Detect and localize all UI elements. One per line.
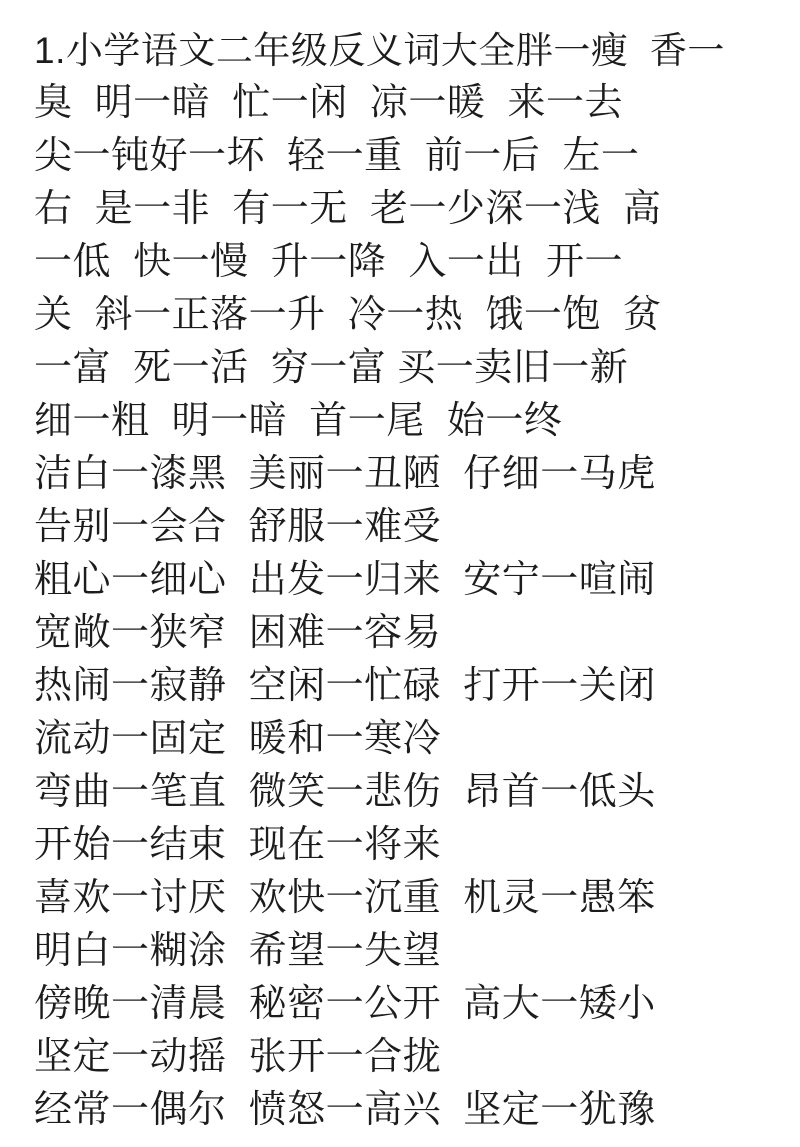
text-line: 喜欢一讨厌 欢快一沉重 机灵一愚笨 [34,877,656,919]
text-line: 傍晚一清晨 秘密一公开 高大一矮小 [34,983,656,1025]
text-line: 开始一结束 现在一将来 [34,824,442,866]
text-line: 一低 快一慢 升一降 入一出 开一 [34,241,623,283]
text-line: 流动一固定 暖和一寒冷 [34,718,442,760]
text-line: 尖一钝好一坏 轻一重 前一后 左一 [34,135,640,177]
text-line: 告别一会合 舒服一难受 [34,506,442,548]
text-line: 关 斜一正落一升 冷一热 饿一饱 贫 [34,294,662,336]
text-line: 经常一偶尔 愤怒一高兴 坚定一犹豫 [34,1089,656,1131]
text-line: 粗心一细心 出发一归来 安宁一喧闹 [34,559,656,601]
text-line: 宽敞一狭窄 困难一容易 [34,612,442,654]
text-line: 洁白一漆黑 美丽一丑陋 仔细一马虎 [34,453,656,495]
text-line: 热闹一寂静 空闲一忙碌 打开一关闭 [34,665,656,707]
text-line: 细一粗 明一暗 首一尾 始一终 [34,400,563,442]
text-line: 1.小学语文二年级反义词大全胖一瘦 香一 [34,30,725,71]
text-line: 一富 死一活 穷一富 买一卖旧一新 [34,347,629,389]
text-line: 坚定一动摇 张开一合拢 [34,1036,442,1078]
text-line: 臭 明一暗 忙一闲 凉一暖 来一去 [34,82,623,124]
text-line: 右 是一非 有一无 老一少深一浅 高 [34,188,662,230]
text-line: 明白一糊涂 希望一失望 [34,930,442,972]
text-line: 弯曲一笔直 微笑一悲伤 昂首一低头 [34,771,656,813]
